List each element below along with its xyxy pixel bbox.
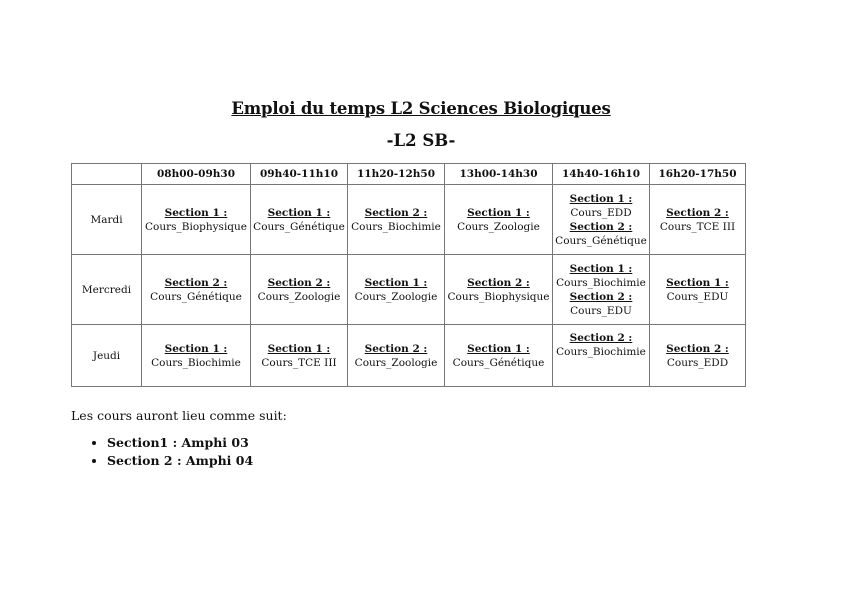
course-name: Cours_Biophysique xyxy=(447,290,550,303)
schedule-table xyxy=(71,163,746,387)
schedule-cell xyxy=(445,325,553,387)
day-row xyxy=(72,185,746,255)
course-name: Cours_Biophysique xyxy=(144,220,248,233)
section-label: Section 1 : xyxy=(164,206,228,219)
document-title: Emploi du temps L2 Sciences Biologiques xyxy=(231,99,611,118)
schedule-body xyxy=(72,185,746,387)
room-item: • Section 2 : Amphi 04 xyxy=(107,452,253,470)
day-label: Mardi xyxy=(72,185,142,255)
course-name: Cours_Biochimie xyxy=(351,220,441,233)
schedule-cell xyxy=(251,325,348,387)
course-name: Cours_EDD xyxy=(570,206,632,219)
section-label: Section 2 : xyxy=(666,342,729,355)
section-label: Section 2 : xyxy=(364,206,428,219)
schedule-cell xyxy=(142,325,251,387)
time-slot-header: 11h20-12h50 xyxy=(348,164,445,185)
section-label: Section 2 : xyxy=(164,276,228,289)
section-label: Section 1 : xyxy=(267,206,331,219)
section-label: Section 1 : xyxy=(569,192,633,205)
day-row xyxy=(72,255,746,325)
header-row xyxy=(72,164,746,185)
schedule-cell xyxy=(445,255,553,325)
schedule-cell xyxy=(142,255,251,325)
course-name: Cours_Génétique xyxy=(452,356,545,369)
section-label: Section 2 : xyxy=(467,276,530,289)
section-label: Section 1 : xyxy=(467,342,530,355)
section-label: Section 1 : xyxy=(569,262,633,275)
course-name: Cours_Biochimie xyxy=(151,356,241,369)
rooms-list xyxy=(89,434,253,470)
course-name: Cours_EDD xyxy=(666,356,729,369)
schedule-cell xyxy=(348,325,445,387)
schedule-cell xyxy=(251,185,348,255)
course-name: Cours_Biochimie xyxy=(556,346,646,358)
schedule-cell xyxy=(553,185,650,255)
schedule-cell xyxy=(650,325,746,387)
document-subtitle: -L2 SB- xyxy=(386,131,456,150)
section-label: Section 2 : xyxy=(569,290,633,303)
schedule-cell xyxy=(348,255,445,325)
time-slot-header: 16h20-17h50 xyxy=(650,164,746,185)
schedule-cell xyxy=(142,185,251,255)
course-name: Cours_TCE III xyxy=(659,220,736,233)
course-name: Cours_Génétique xyxy=(150,290,242,303)
course-name: Cours_EDU xyxy=(666,290,729,303)
course-name: Cours_Zoologie xyxy=(257,290,341,303)
time-slot-header: 09h40-11h10 xyxy=(251,164,348,185)
time-slot-header: 13h00-14h30 xyxy=(445,164,553,185)
schedule-cell xyxy=(553,325,650,387)
section-label: Section 2 : xyxy=(569,220,633,233)
schedule-cell xyxy=(553,255,650,325)
schedule-cell xyxy=(348,185,445,255)
section-label: Section 2 : xyxy=(569,332,633,344)
section-label: Section 1 : xyxy=(364,276,428,289)
schedule-cell xyxy=(251,255,348,325)
day-label: Mercredi xyxy=(72,255,142,325)
course-name: Cours_Biochimie xyxy=(556,276,646,289)
section-label: Section 2 : xyxy=(666,206,729,219)
course-name: Cours_Zoologie xyxy=(354,290,438,303)
course-name: Cours_TCE III xyxy=(261,356,337,369)
course-name: Cours_EDU xyxy=(570,304,632,317)
section-label: Section 2 : xyxy=(267,276,331,289)
section-label: Section 1 : xyxy=(467,206,530,219)
section-label: Section 1 : xyxy=(267,342,331,355)
section-label: Section 1 : xyxy=(164,342,228,355)
room-item: • Section1 : Amphi 03 xyxy=(107,434,253,452)
course-name: Cours_Zoologie xyxy=(354,356,438,369)
section-label: Section 2 : xyxy=(364,342,428,355)
course-name: Cours_Génétique xyxy=(253,220,345,233)
schedule-cell xyxy=(650,185,746,255)
corner-cell xyxy=(72,164,142,185)
course-name: Cours_Génétique xyxy=(555,234,647,247)
schedule-cell xyxy=(650,255,746,325)
time-slot-header: 14h40-16h10 xyxy=(553,164,650,185)
day-row xyxy=(72,325,746,387)
day-label: Jeudi xyxy=(72,325,142,387)
section-label: Section 1 : xyxy=(666,276,729,289)
time-slot-header: 08h00-09h30 xyxy=(142,164,251,185)
course-name: Cours_Zoologie xyxy=(457,220,540,233)
schedule-cell xyxy=(445,185,553,255)
rooms-intro: Les cours auront lieu comme suit: xyxy=(71,408,287,423)
